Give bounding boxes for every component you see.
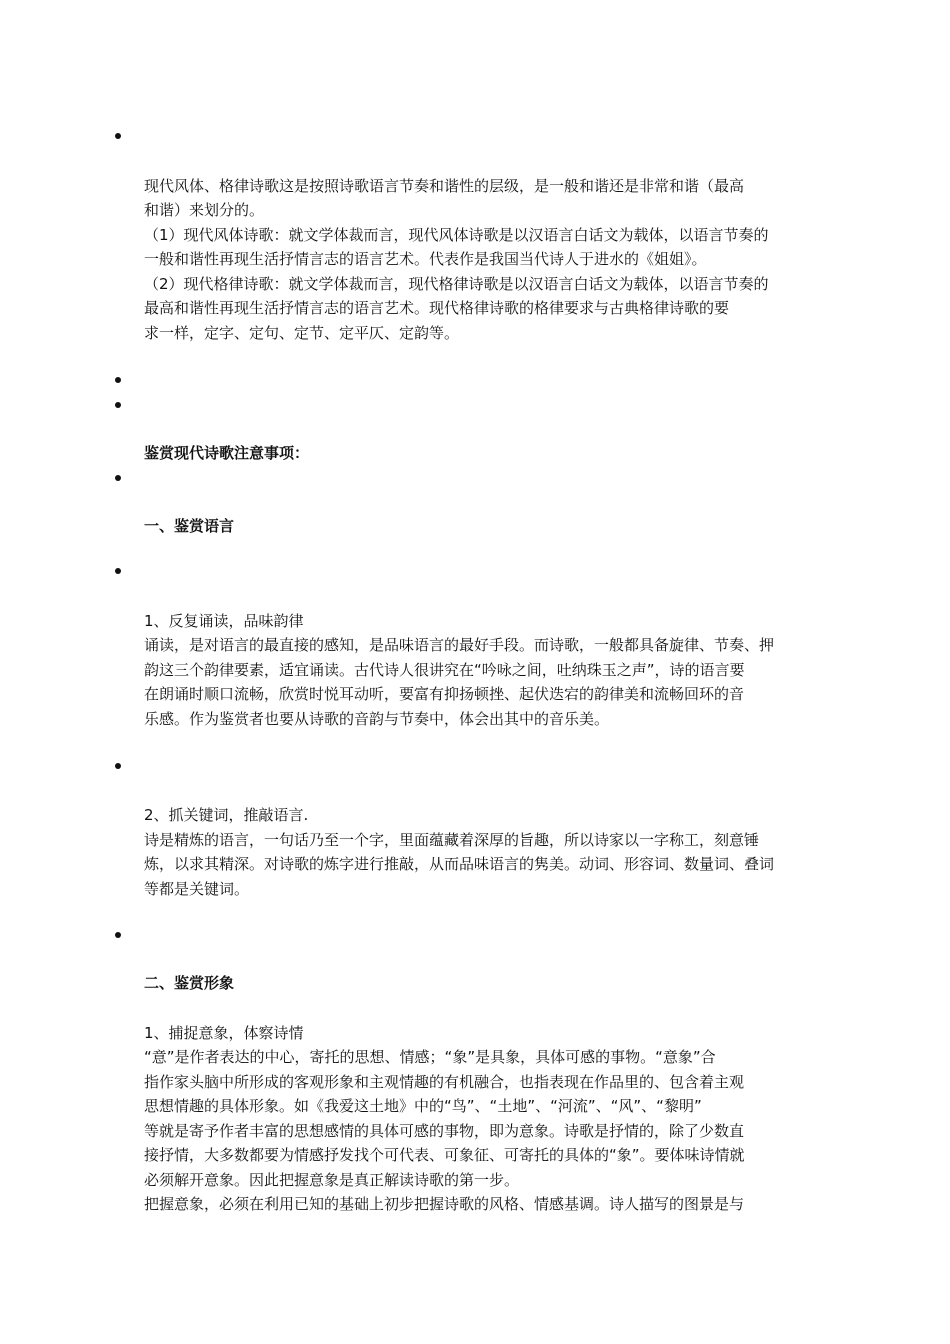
paragraph-line: 求一样，定字、定句、定节、定平仄、定韵等。 [144,324,460,342]
paragraph-line: 等就是寄予作者丰富的思想感情的具体可感的事物，即为意象。诗歌是抒情的，除了少数直 [144,1122,745,1140]
subsection-title: 1、捕捉意象，体察诗情 [144,1024,304,1042]
paragraph-line: 现代风体、格律诗歌这是按照诗歌语言节奏和谐性的层级，是一般和谐还是非常和谐（最高 [144,177,745,195]
paragraph-line: 诵读，是对语言的最直接的感知，是品味语言的最好手段。而诗歌，一般都具备旋律、节奏、押 [144,636,775,654]
subsection-title: 1、反复诵读，品味韵律 [144,612,304,630]
list-bullet [115,133,121,139]
paragraph-line: （2）现代格律诗歌：就文学体裁而言，现代格律诗歌是以汉语言白话文为载体，以语言节奏的 [144,275,769,293]
paragraph-line: 在朗诵时顺口流畅，欣赏时悦耳动听，要富有抑扬顿挫、起伏迭宕的韵律美和流畅回环的音 [144,685,745,703]
paragraph-line: 乐感。作为鉴赏者也要从诗歌的音韵与节奏中，体会出其中的音乐美。 [144,710,610,728]
paragraph-line: 诗是精炼的语言，一句话乃至一个字，里面蕴藏着深厚的旨趣，所以诗家以一字称工，刻意锤 [144,831,760,849]
paragraph-line: （1）现代风体诗歌：就文学体裁而言，现代风体诗歌是以汉语言白话文为载体，以语言节奏的 [144,226,769,244]
paragraph-line: 韵这三个韵律要素，适宜诵读。古代诗人很讲究在“吟咏之间，吐纳珠玉之声”，诗的语言要 [144,661,745,679]
list-bullet [115,377,121,383]
paragraph-line: 一般和谐性再现生活抒情言志的语言艺术。代表作是我国当代诗人于进水的《姐姐》。 [144,250,707,268]
paragraph-line: 接抒情，大多数都要为情感抒发找个可代表、可象征、可寄托的具体的“象”。要体味诗情就 [144,1146,745,1164]
paragraph-line: 等都是关键词。 [144,880,250,898]
paragraph-line: 把握意象，必须在利用已知的基础上初步把握诗歌的风格、情感基调。诗人描写的图景是与 [144,1195,745,1213]
section-heading: 二、鉴赏形象 [144,974,235,992]
section-heading: 鉴赏现代诗歌注意事项： [144,444,310,462]
paragraph-line: 思想情趣的具体形象。如《我爱这土地》中的“鸟”、“土地”、“河流”、“风”、“黎明” [144,1097,702,1115]
paragraph-line: 炼，以求其精深。对诗歌的炼字进行推敲，从而品味语言的隽美。动词、形容词、数量词、叠词 [144,855,775,873]
paragraph-line: 最高和谐性再现生活抒情言志的语言艺术。现代格律诗歌的格律要求与古典格律诗歌的要 [144,299,730,317]
list-bullet [115,763,121,769]
paragraph-line: 必须解开意象。因此把握意象是真正解读诗歌的第一步。 [144,1171,520,1189]
subsection-title: 2、抓关键词，推敲语言. [144,806,309,824]
paragraph-line: “意”是作者表达的中心，寄托的思想、情感；“象”是具象，具体可感的事物。“意象”合 [144,1048,716,1066]
section-heading: 一、鉴赏语言 [144,517,235,535]
list-bullet [115,932,121,938]
list-bullet [115,402,121,408]
paragraph-line: 指作家头脑中所形成的客观形象和主观情趣的有机融合，也指表现在作品里的、包含着主观 [144,1073,745,1091]
list-bullet [115,568,121,574]
paragraph-line: 和谐）来划分的。 [144,201,265,219]
list-bullet [115,475,121,481]
